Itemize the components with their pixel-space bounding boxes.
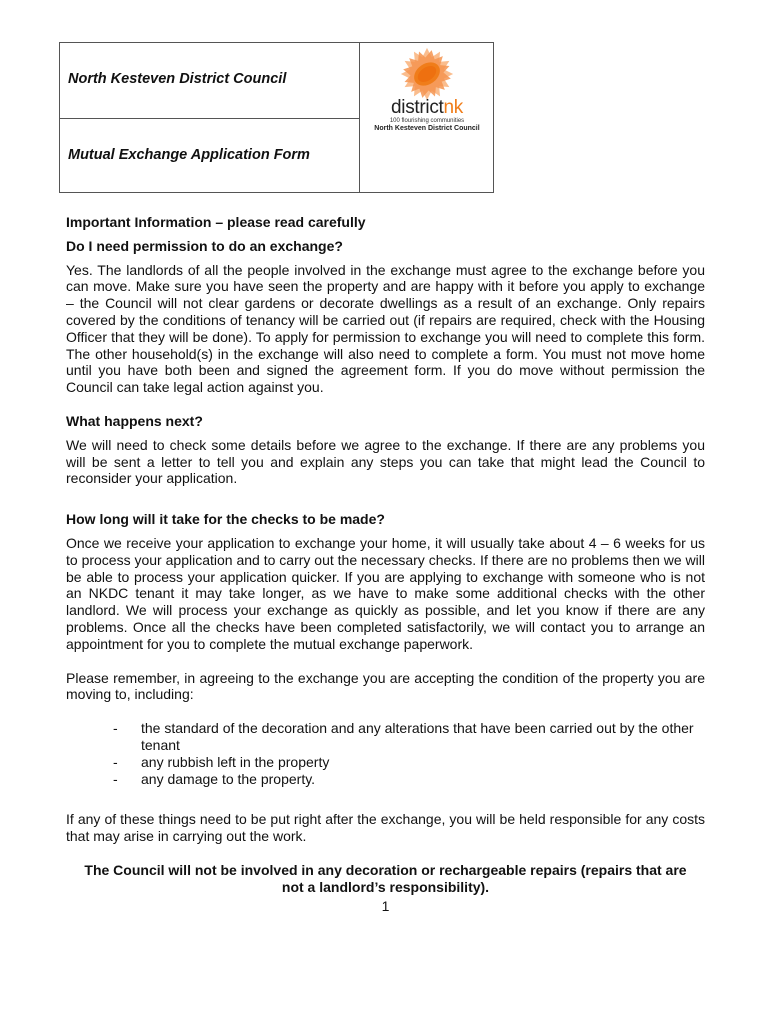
section-text: Yes. The landlords of all the people involved in the exchange must agree to the exchange before you can move. Make sure you have seen the property and are happy with it before you apply to exchange – the Council will not clear gardens or decorate dwellings as a result of an exchange. Only repairs covered by the conditions of tenancy will be carried out (if repairs are required, check with the Housing Officer that they will be done). To apply for permission to exchange you will need to complete this form. The other household(s) in the exchange will also need to complete a form. You must not move home until you have both been and signed the agreement form. If you do move without permission the Council can take legal action against you.: [66, 261, 705, 396]
logo-council-name: North Kesteven District Council: [374, 125, 480, 132]
conditions-list: [66, 720, 705, 787]
header-table: [59, 42, 494, 193]
logo-tagline: 100 flourishing communities: [389, 118, 465, 124]
list-item: - any damage to the property.: [113, 770, 316, 787]
list-item: - any rubbish left in the property: [113, 753, 330, 770]
remember-text: Please remember, in agreeing to the exchange you are accepting the condition of the property you are moving to, including:: [66, 669, 705, 703]
important-heading: Important Information – please read carefully: [66, 214, 366, 230]
dash-bullet: -: [113, 753, 118, 770]
responsibility-text: If any of these things need to be put right after the exchange, you will be held responsible for any costs that may arise in carrying out the work.: [66, 811, 705, 845]
dash-bullet: -: [113, 720, 118, 737]
sun-icon: [398, 46, 456, 102]
section-text: We will need to check some details before we agree to the exchange. If there are any problems you will be sent a letter to tell you and explain any steps you can take that might lead the Council to reconsider your application.: [66, 436, 705, 487]
section-text: Once we receive your application to exchange your home, it will usually take about 4 – 6 weeks for us to process your application and to carry out the necessary checks. If there are no problems then we will be able to process your application quicker. If you are applying to exchange with someone who is not an NKDC tenant it may take longer, as we have to make some additional checks with the other landlord. We will process your exchange as quickly as possible, and let you know if there are any problems. Once all the checks have been completed satisfactorily, we will contact you to arrange an appointment for you to complete the mutual exchange paperwork.: [66, 534, 705, 652]
dash-bullet: -: [113, 770, 118, 787]
form-title: Mutual Exchange Application Form: [68, 147, 310, 163]
section-heading: Do I need permission to do an exchange?: [66, 237, 343, 254]
closing-statement: The Council will not be involved in any decoration or rechargeable repairs (repairs that are not a landlord’s responsibility).: [84, 861, 687, 895]
header-text-column: [60, 43, 360, 192]
list-item: - the standard of the decoration and any alterations that have been carried out by the other tenant: [113, 720, 694, 753]
district-nk-logo: [360, 43, 494, 192]
section-heading: How long will it take for the checks to be made?: [66, 511, 385, 528]
document-body: [66, 214, 705, 914]
organisation-name: North Kesteven District Council: [60, 43, 359, 119]
section-heading: What happens next?: [66, 412, 203, 429]
page-number: 1: [381, 897, 390, 914]
logo-wordmark: districtnk: [391, 97, 463, 118]
